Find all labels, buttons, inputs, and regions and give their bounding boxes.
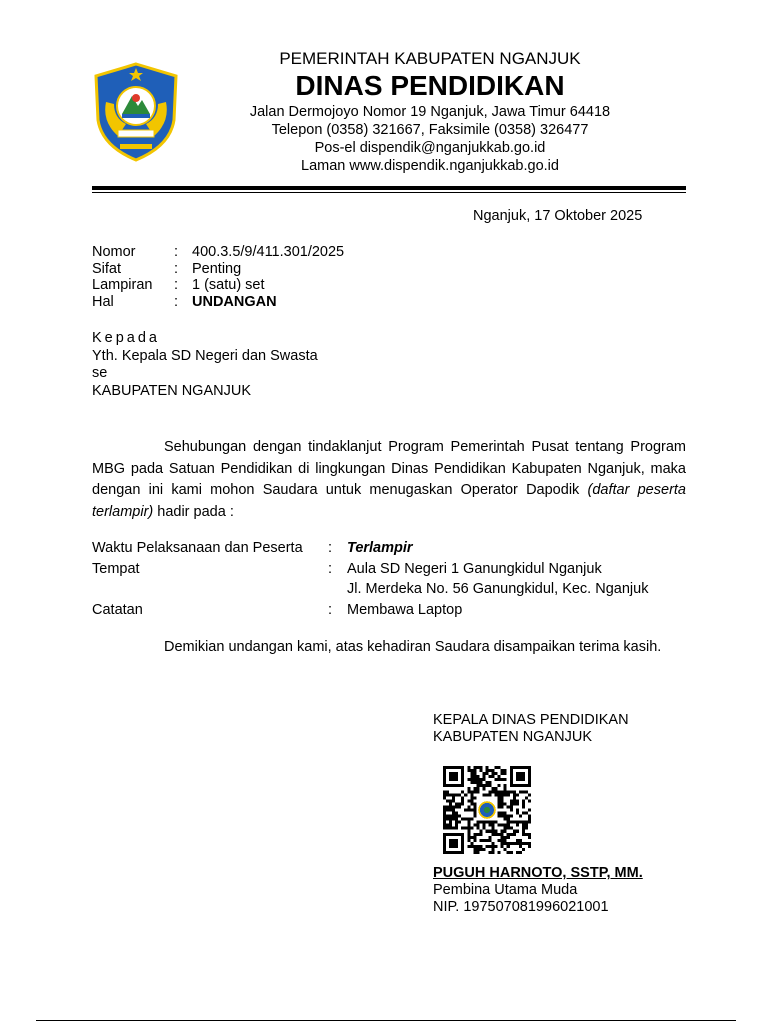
meta-row <box>92 261 344 278</box>
agency-address: Jalan Dermojoyo Nomor 19 Nganjuk, Jawa Timur 64418 <box>249 104 611 120</box>
meta-key: Sifat <box>92 260 122 277</box>
meta-row <box>92 244 344 261</box>
agency-name: DINAS PENDIDIKAN <box>295 70 565 101</box>
detail-row <box>92 538 648 559</box>
recipient-line: KABUPATEN NGANJUK <box>92 382 251 399</box>
signatory-details <box>433 882 609 916</box>
signatory-nip: NIP. 197507081996021001 <box>433 899 609 915</box>
signatory-name: PUGUH HARNOTO, SSTP, MM. <box>433 865 643 881</box>
detail-value <box>347 538 648 559</box>
detail-label: Catatan <box>92 601 143 618</box>
letterhead-rule-thick <box>92 186 686 190</box>
detail-value <box>347 559 648 600</box>
detail-row <box>92 559 648 600</box>
letter-meta <box>92 244 344 310</box>
page-bottom-rule <box>36 1020 736 1021</box>
letterhead <box>200 50 660 175</box>
meta-row <box>92 294 344 311</box>
meta-row <box>92 277 344 294</box>
regency-emblem-icon <box>92 62 180 162</box>
paragraph-text: Demikian undangan kami, atas kehadiran Saudara disampaikan terima kasih. <box>164 639 662 655</box>
letterhead-rule-thin <box>92 192 686 193</box>
body-paragraph-1 <box>92 437 686 523</box>
detail-label: Waktu Pelaksanaan dan Peserta <box>92 540 303 556</box>
detail-colon: : <box>328 540 333 556</box>
recipient-block <box>92 330 318 400</box>
meta-value: 1 (satu) set <box>192 277 265 293</box>
agency-phone: Telepon (0358) 321667, Faksimile (0358) 326477 <box>271 122 589 138</box>
agency-website: Laman www.dispendik.nganjukkab.go.id <box>301 158 559 174</box>
detail-value-place-2: Jl. Merdeka No. 56 Ganungkidul, Kec. Nganjuk <box>347 581 649 597</box>
meta-colon: : <box>174 260 179 277</box>
signature-title-line: KABUPATEN NGANJUK <box>433 729 592 745</box>
meta-key: Nomor <box>92 244 136 260</box>
signature-title-line: KEPALA DINAS PENDIDIKAN <box>433 712 629 728</box>
detail-colon: : <box>328 560 333 577</box>
recipient-salutation: Kepada <box>92 330 160 346</box>
signature-title <box>433 712 629 746</box>
meta-value: 400.3.5/9/411.301/2025 <box>192 244 345 260</box>
government-name: PEMERINTAH KABUPATEN NGANJUK <box>279 49 581 68</box>
meta-colon: : <box>174 244 179 260</box>
detail-colon: : <box>328 601 333 618</box>
qr-code-icon <box>443 766 531 854</box>
signatory-rank: Pembina Utama Muda <box>433 882 578 898</box>
meta-value: Penting <box>192 260 242 277</box>
recipient-line: Yth. Kepala SD Negeri dan Swasta <box>92 347 318 364</box>
detail-label: Tempat <box>92 560 140 577</box>
paragraph-italic: (daftar peserta terlampir) <box>92 482 686 520</box>
detail-value-note: Membawa Laptop <box>347 601 463 618</box>
paragraph-text-end: hadir pada : <box>153 503 234 520</box>
meta-value-subject: UNDANGAN <box>192 293 277 310</box>
recipient-line: se <box>92 365 108 381</box>
paragraph-text: Sehubungan dengan tindaklanjut Program Pemerintah Pusat tentang Program MBG pada Satuan Pendidikan di lingkungan Dinas Pendidikan Kabupaten Nganjuk, maka dengan ini kami mohon Saudara untuk menugaskan Operator Dapodik <box>92 439 686 498</box>
agency-email: Pos-el dispendik@nganjukkab.go.id <box>314 140 546 156</box>
letter-date: Nganjuk, 17 Oktober 2025 <box>473 208 643 224</box>
body-paragraph-2 <box>92 637 686 659</box>
detail-value-time: Terlampir <box>347 540 413 556</box>
meta-key: Hal <box>92 293 114 310</box>
meta-key: Lampiran <box>92 277 153 293</box>
meta-colon: : <box>174 293 179 310</box>
detail-row <box>92 600 648 621</box>
event-details <box>92 538 648 620</box>
meta-colon: : <box>174 277 179 293</box>
detail-value-place-1: Aula SD Negeri 1 Ganungkidul Nganjuk <box>347 560 602 577</box>
